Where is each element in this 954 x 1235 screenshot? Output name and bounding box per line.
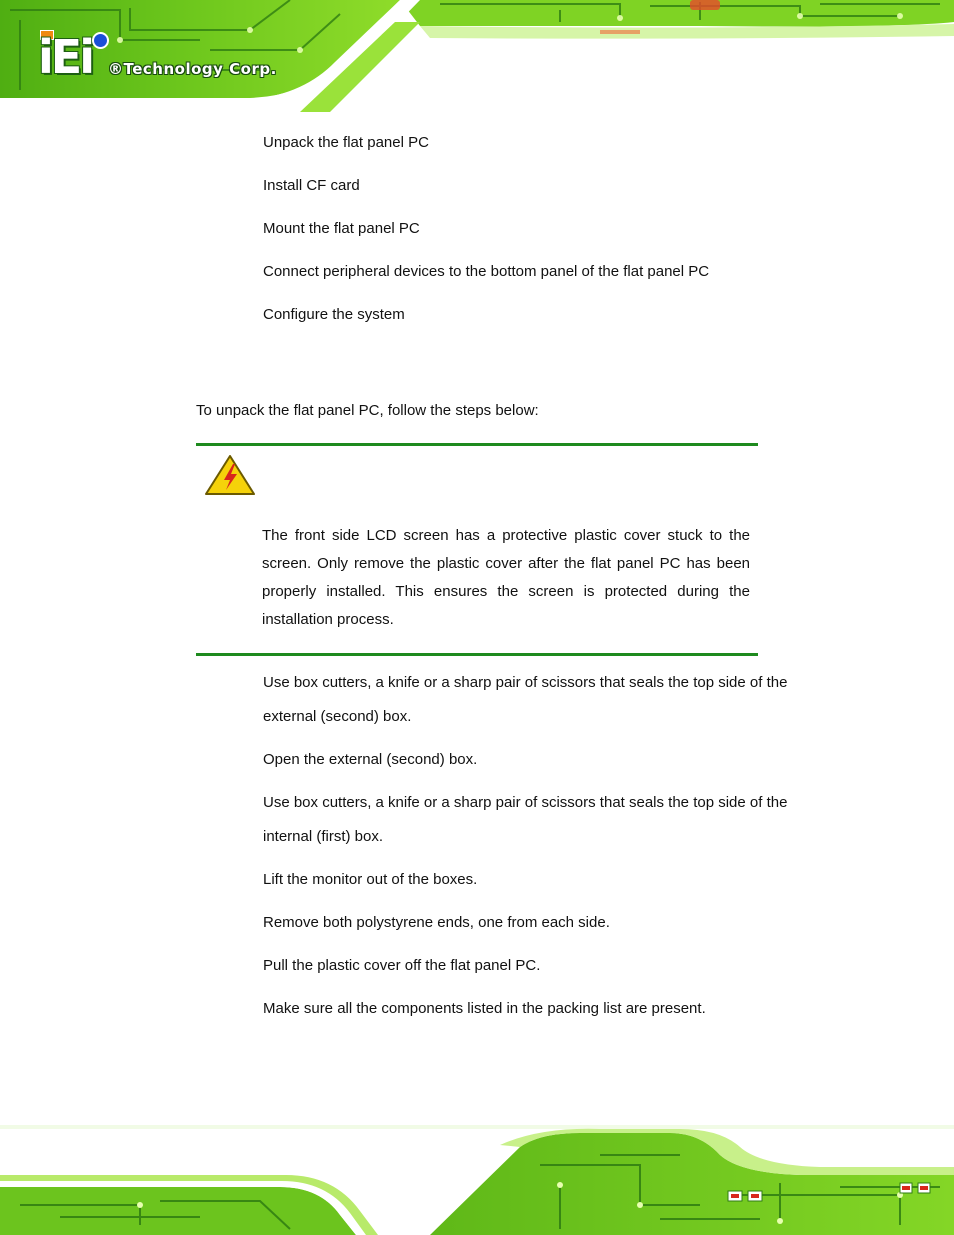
logo-mark: iEi xyxy=(38,30,92,84)
install-step: Mount the flat panel PC xyxy=(263,220,420,237)
page-footer-banner xyxy=(0,1125,954,1235)
warning-top-rule xyxy=(196,443,758,446)
company-logo xyxy=(38,28,298,84)
unpack-step: Make sure all the components listed in the packing list are present. xyxy=(263,1000,706,1017)
unpack-step: Use box cutters, a knife or a sharp pair of scissors that seals the top side of the xyxy=(263,674,788,691)
circuit-board-footer-graphic xyxy=(0,1125,954,1235)
install-step: Configure the system xyxy=(263,306,405,323)
install-step: Unpack the flat panel PC xyxy=(263,134,429,151)
install-step: Connect peripheral devices to the bottom panel of the flat panel PC xyxy=(263,263,710,280)
unpack-intro-text: To unpack the flat panel PC, follow the steps below: xyxy=(196,402,539,419)
warning-bottom-rule xyxy=(196,653,758,656)
logo-blue-dot xyxy=(92,32,109,49)
unpack-step: external (second) box. xyxy=(263,708,412,725)
unpack-step: Remove both polystyrene ends, one from each side. xyxy=(263,914,610,931)
unpack-step: Lift the monitor out of the boxes. xyxy=(263,871,478,888)
warning-triangle-icon xyxy=(204,454,256,496)
logo-text: ®Technology Corp. xyxy=(108,60,277,78)
unpack-step: Pull the plastic cover off the flat panel PC. xyxy=(263,957,541,974)
unpack-step: Open the external (second) box. xyxy=(263,751,478,768)
install-step: Install CF card xyxy=(263,177,360,194)
warning-text: The front side LCD screen has a protective plastic cover stuck to the screen. Only remove the plastic cover after the flat panel PC has been properly installed. This ensures the screen is protected during the installation process. xyxy=(262,527,750,628)
page-header-banner xyxy=(0,0,954,112)
unpack-step: internal (first) box. xyxy=(263,828,384,845)
unpack-step: Use box cutters, a knife or a sharp pair of scissors that seals the top side of the xyxy=(263,794,788,811)
